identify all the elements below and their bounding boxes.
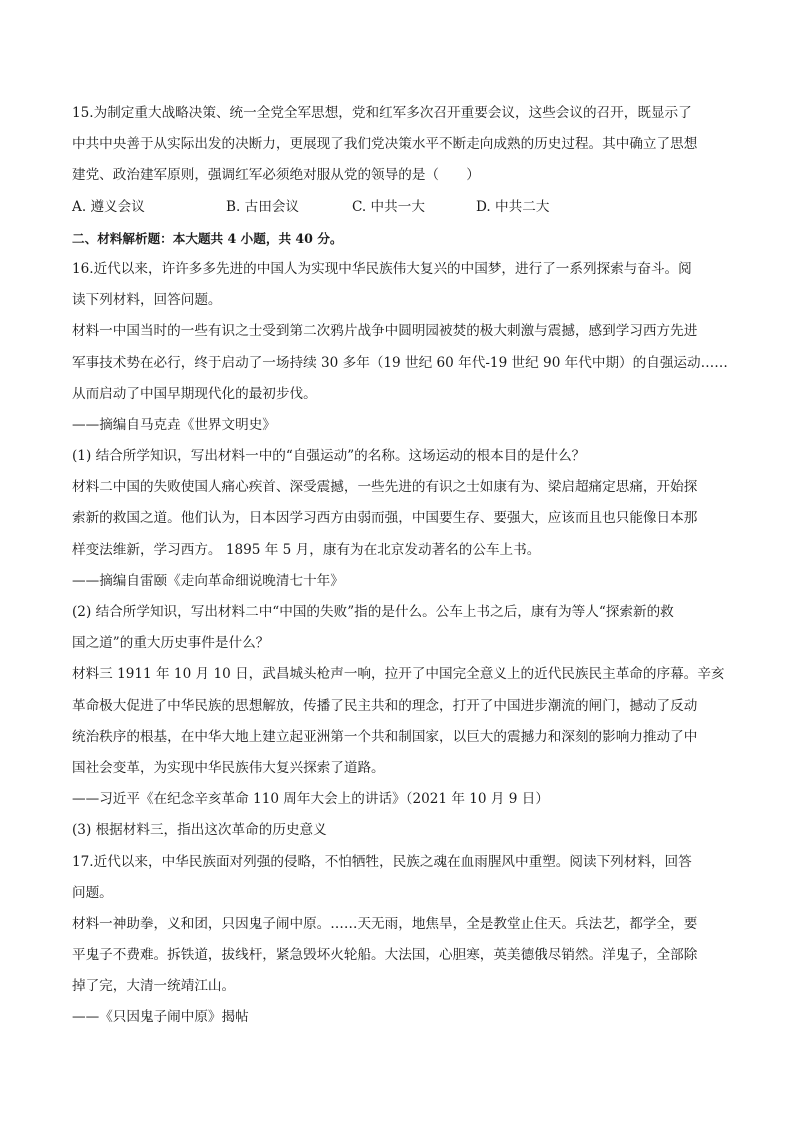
material-1-source: ——摘编自马克垚《世界文明史》 — [72, 416, 276, 433]
question-16-intro-1: 16.近代以来，许许多多先进的中国人为实现中华民族伟大复兴的中国梦，进行了一系列探索与奋斗。阅 — [72, 260, 692, 277]
material-3-line-4: 国社会变革，为实现中华民族伟大复兴探索了道路。 — [72, 759, 385, 776]
question-16 — [72, 254, 728, 847]
material-2-line-3: 样变法维新，学习西方。 1895 年 5 月，康有为在北京发动著名的公车上书。 — [72, 541, 541, 558]
material-2-line-1: 材料二中国的失败使国人痛心疾首、深受震撼，一些先进的有识之士如康有为、梁启超痛定思痛，开始探 — [72, 479, 698, 496]
q17-material-1-line-1: 材料一神助拳，义和团，只因鬼子闹中原。……天无雨，地焦旱，全是教堂止住天。兵法艺，都学全，要 — [72, 915, 698, 932]
material-1-line-3: 从而启动了中国早期现代化的最初步伐。 — [72, 385, 317, 402]
sub-question-2-line-1: (2) 结合所学知识，写出材料二中“中国的失败”指的是什么。公车上书之后，康有为等人“探索新的救 — [72, 604, 674, 620]
material-1-line-2: 军事技术势在必行，终于启动了一场持续 30 多年（19 世纪 60 年代-19 世纪 90 年代中期）的自强运动…… — [72, 354, 728, 371]
option-b: B. 古田会议 — [226, 198, 300, 215]
material-3-line-3: 统治秩序的根基，在中华大地上建立起亚洲第一个共和制国家，以巨大的震撼力和深刻的影响力推动了中 — [72, 728, 698, 745]
section-heading: 二、材料解析题：本大题共 4 小题，共 40 分。 — [72, 230, 343, 246]
q17-material-1-line-3: 掉了完，大清一统靖江山。 — [72, 978, 236, 995]
question-15-line-3: 建党、政治建军原则，强调红军必须绝对服从党的领导的是（ ） — [72, 167, 480, 184]
question-17-intro-2: 问题。 — [72, 884, 113, 901]
option-a: A. 遵义会议 — [72, 198, 145, 215]
question-15-line-1: 15.为制定重大战略决策、统一全党全军思想，党和红军多次召开重要会议，这些会议的召开，既显示了 — [72, 105, 692, 121]
question-15 — [72, 98, 722, 223]
material-1-line-1: 材料一中国当时的一些有识之士受到第二次鸦片战争中圆明园被焚的极大刺激与震撼，感到学习西方先进 — [72, 323, 698, 340]
exam-page — [72, 98, 728, 1034]
sub-question-3: (3) 根据材料三，指出这次革命的历史意义 — [72, 822, 327, 839]
option-c: C. 中共一大 — [352, 198, 425, 215]
material-2-source: ——摘编自雷颐《走向革命细说晚清七十年》 — [72, 572, 344, 589]
question-16-intro-2: 读下列材料，回答问题。 — [72, 292, 222, 309]
material-2-line-2: 索新的救国之道。他们认为，日本因学习西方由弱而强，中国要生存、要强大，应该而且也只能像日本那 — [72, 510, 698, 527]
question-17-intro-1: 17.近代以来，中华民族面对列强的侵略，不怕牺牲，民族之魂在血雨腥风中重塑。阅读下列材料，回答 — [72, 853, 692, 870]
question-15-options — [72, 192, 722, 223]
q17-material-1-source: ——《只因鬼子闹中原》揭帖 — [72, 1009, 249, 1026]
material-3-source: ——习近平《在纪念辛亥革命 110 周年大会上的讲话》（2021 年 10 月 9 日） — [72, 791, 549, 808]
q17-material-1-line-2: 平鬼子不费难。拆铁道，拔线杆，紧急毁坏火轮船。大法国，心胆寒，英美德俄尽销然。洋鬼子，全部除 — [72, 947, 698, 964]
sub-question-2-line-2: 国之道”的重大历史事件是什么？ — [72, 635, 270, 652]
option-d: D. 中共二大 — [476, 198, 550, 215]
question-17 — [72, 847, 722, 1034]
material-3-line-1: 材料三 1911 年 10 月 10 日，武昌城头枪声一响，拉开了中国完全意义上的近代民族民主革命的序幕。辛亥 — [72, 666, 725, 683]
material-3-line-2: 革命极大促进了中华民族的思想解放，传播了民主共和的理念，打开了中国进步潮流的闸门，撼动了反动 — [72, 697, 698, 714]
sub-question-1: (1) 结合所学知识，写出材料一中的“自强运动”的名称。这场运动的根本目的是什么？ — [72, 448, 586, 465]
question-15-line-2: 中共中央善于从实际出发的决断力，更展现了我们党决策水平不断走向成熟的历史过程。其中确立了思想 — [72, 136, 698, 153]
